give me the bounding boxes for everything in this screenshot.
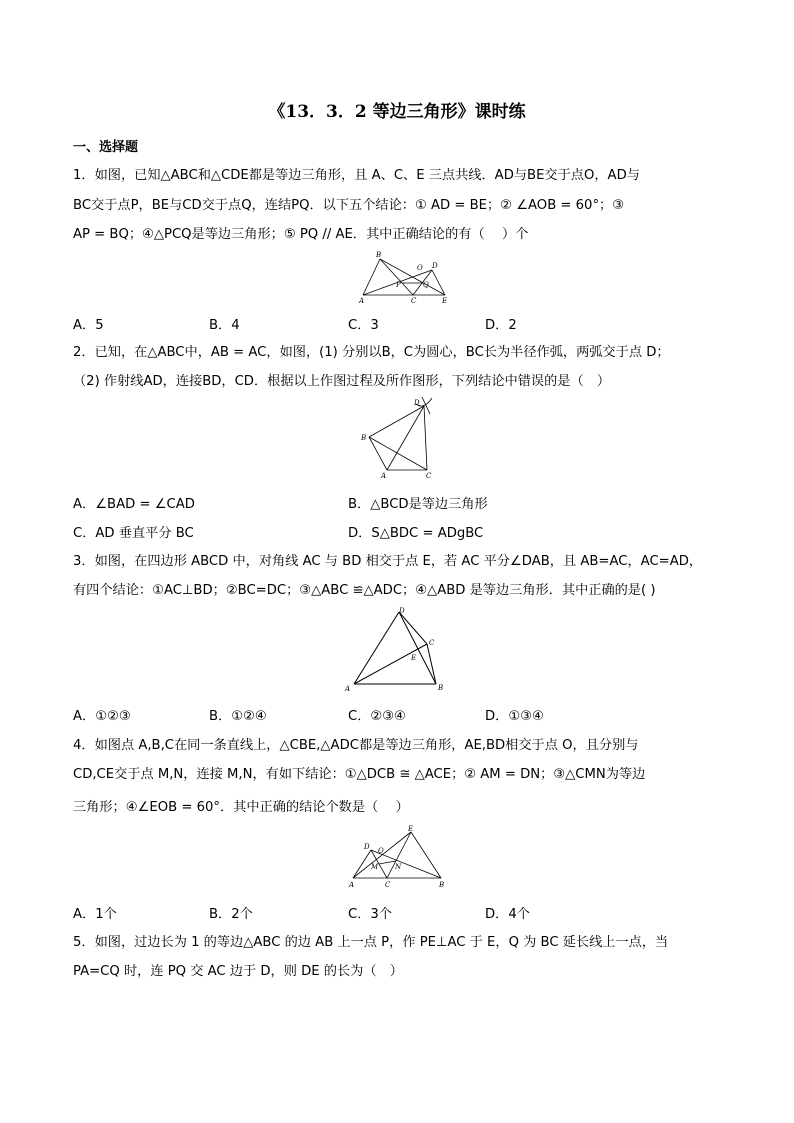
q4-line-eb — [411, 832, 441, 878]
q3-line-1: 3．如图，在四边形 ABCD 中，对角线 AC 与 BD 相交于点 E，若 AC 平分∠DAB，且 AB=AC，AC=AD， — [73, 554, 703, 569]
q4-label-c: C — [385, 881, 391, 889]
q4-option-d[interactable]: D．4个 — [485, 907, 530, 922]
q2-line-1: 2．已知，在△ABC中，AB = AC，如图，(1) 分别以B，C为圆心，BC长为半径作弧，两弧交于点 D； — [73, 345, 670, 360]
q4-line-1: 4．如图点 A,B,C在同一条直线上，△CBE,△ADC都是等边三角形，AE,BD相交于点 O，且分别与 — [73, 738, 639, 753]
q4-label-e: E — [408, 825, 414, 833]
q1-label-p: P — [396, 281, 401, 289]
q4-option-c[interactable]: C．3个 — [348, 907, 392, 922]
q1-option-b[interactable]: B．4 — [209, 318, 240, 333]
q1-label-o: O — [417, 264, 423, 272]
q3-label-b: B — [438, 684, 444, 692]
q4-line-2: CD,CE交于点 M,N，连接 M,N，有如下结论：①△DCB ≅ △ACE；② AM = DN；③△CMN为等边 — [73, 767, 646, 782]
q2-option-c[interactable]: C．AD 垂直平分 BC — [73, 526, 194, 541]
q3-label-e: E — [411, 654, 417, 662]
q4-line-3: 三角形；④∠EOB = 60°．其中正确的结论个数是（ ） — [73, 800, 409, 815]
q3-line-2: 有四个结论：①AC⊥BD；②BC=DC；③△ABC ≌△ADC；④△ABD 是等边三角形．其中正确的是( ) — [73, 583, 656, 598]
q2-option-a[interactable]: A．∠BAD = ∠CAD — [73, 497, 195, 512]
q3-label-c: C — [429, 639, 435, 647]
q3-line-ac — [354, 644, 427, 684]
q4-line-ce — [387, 832, 411, 878]
q2-label-c: C — [426, 472, 432, 480]
q3-option-c[interactable]: C．②③④ — [348, 709, 406, 724]
q1-label-a: A — [359, 297, 365, 304]
q1-label-b: B — [376, 251, 382, 259]
q1-label-d: D — [432, 262, 438, 270]
q4-figure — [345, 822, 447, 892]
q2-line-ad — [387, 406, 424, 470]
q4-option-a[interactable]: A．1个 — [73, 907, 117, 922]
section-heading: 一、选择题 — [73, 140, 139, 155]
q4-option-b[interactable]: B．2个 — [209, 907, 253, 922]
q2-line-bd — [369, 406, 424, 437]
q3-option-a[interactable]: A．①②③ — [73, 709, 131, 724]
q4-line-ad — [353, 850, 371, 878]
q3-figure — [340, 604, 452, 696]
q5-line-2: PA=CQ 时，连 PQ 交 AC 边于 D，则 DE 的长为（ ） — [73, 964, 403, 979]
q4-label-m: M — [371, 863, 379, 871]
q1-option-c[interactable]: C．3 — [348, 318, 379, 333]
q2-label-a: A — [381, 472, 387, 480]
q4-label-n: N — [395, 863, 402, 871]
q3-line-db — [399, 612, 436, 684]
q3-label-a: A — [345, 685, 351, 693]
q2-line-2: （2) 作射线AD，连接BD，CD．根据以上作图过程及所作图形，下列结论中错误的是（ ） — [73, 374, 611, 389]
q1-label-e: E — [442, 297, 447, 304]
q2-option-b[interactable]: B．△BCD是等边三角形 — [348, 497, 488, 512]
q1-option-a[interactable]: A．5 — [73, 318, 104, 333]
q2-figure — [352, 394, 442, 480]
q1-figure — [355, 248, 447, 304]
q3-line-ad — [354, 612, 399, 684]
q1-line-3: AP = BQ；④△PCQ是等边三角形；⑤ PQ // AE．其中正确结论的有（ ）个 — [73, 227, 529, 242]
q3-line-cb — [427, 644, 436, 684]
q1-option-d[interactable]: D．2 — [485, 318, 517, 333]
q1-line-bc — [380, 259, 413, 295]
q4-label-a: A — [349, 881, 355, 889]
q1-line-2: BC交于点P，BE与CD交于点Q，连结PQ．以下五个结论：① AD = BE；② ∠AOB = 60°；③ — [73, 198, 625, 213]
q2-label-b: B — [361, 434, 367, 442]
q1-label-q: Q — [423, 281, 429, 289]
q3-option-d[interactable]: D．①③④ — [485, 709, 544, 724]
q5-line-1: 5．如图，过边长为 1 的等边△ABC 的边 AB 上一点 P，作 PE⊥AC 于 E，Q 为 BC 延长线上一点，当 — [73, 935, 669, 950]
page-title: 《13．3．2 等边三角形》课时练 — [268, 102, 526, 122]
q4-label-d: D — [364, 843, 370, 851]
q4-label-o: O — [378, 847, 384, 855]
q4-line-mn — [379, 861, 396, 864]
q3-label-d: D — [399, 607, 405, 615]
q2-line-dc — [424, 406, 427, 470]
q2-label-d: D — [414, 399, 420, 407]
q3-option-b[interactable]: B．①②④ — [209, 709, 267, 724]
q2-option-d[interactable]: D．S△BDC = ADgBC — [348, 526, 484, 541]
q4-line-ae — [353, 832, 411, 878]
q4-label-b: B — [439, 881, 445, 889]
q1-label-c: C — [411, 297, 417, 304]
q1-line-1: 1．如图，已知△ABC和△CDE都是等边三角形，且 A、C、E 三点共线．AD与BE交于点O，AD与 — [73, 168, 640, 183]
